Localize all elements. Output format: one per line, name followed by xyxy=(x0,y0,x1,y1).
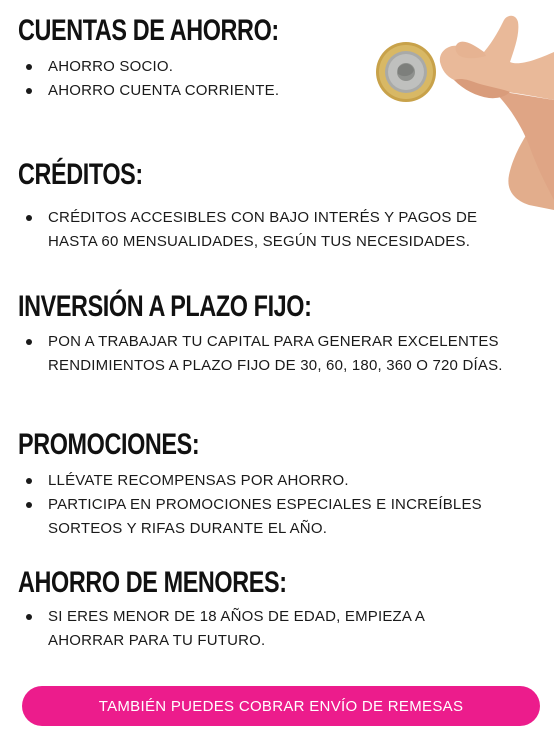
list-item: PARTICIPA EN PROMOCIONES ESPECIALES E INCREÍBLES SORTEOS Y RIFAS DURANTE EL AÑO. xyxy=(18,493,528,541)
item-list xyxy=(18,55,538,103)
list-item: PON A TRABAJAR TU CAPITAL PARA GENERAR EXCELENTES RENDIMIENTOS A PLAZO FIJO DE 30, 60, 180, 360 O 720 DÍAS. xyxy=(18,330,528,378)
item-list xyxy=(18,469,528,541)
section-ahorro-de-menores xyxy=(18,566,538,653)
list-item: LLÉVATE RECOMPENSAS POR AHORRO. xyxy=(18,469,528,493)
list-item: AHORRO CUENTA CORRIENTE. xyxy=(18,79,538,103)
section-heading: INVERSIÓN A PLAZO FIJO: xyxy=(18,290,312,323)
section-heading: PROMOCIONES: xyxy=(18,428,200,461)
cta-label: TAMBIÉN PUEDES COBRAR ENVÍO DE REMESAS xyxy=(98,697,464,715)
section-cuentas-de-ahorro xyxy=(18,14,538,103)
remesas-cta-button[interactable] xyxy=(22,686,540,726)
item-list xyxy=(18,605,458,653)
section-promociones xyxy=(18,428,538,541)
section-creditos xyxy=(18,158,538,254)
section-heading: AHORRO DE MENORES: xyxy=(18,566,287,599)
item-list xyxy=(18,206,528,254)
list-item: CRÉDITOS ACCESIBLES CON BAJO INTERÉS Y PAGOS DE HASTA 60 MENSUALIDADES, SEGÚN TUS NECESIDADES. xyxy=(18,206,528,254)
section-inversion-plazo-fijo xyxy=(18,290,538,378)
item-list xyxy=(18,330,528,378)
section-heading: CUENTAS DE AHORRO: xyxy=(18,14,279,47)
list-item: SI ERES MENOR DE 18 AÑOS DE EDAD, EMPIEZA A AHORRAR PARA TU FUTURO. xyxy=(18,605,458,653)
section-heading: CRÉDITOS: xyxy=(18,158,143,191)
list-item: AHORRO SOCIO. xyxy=(18,55,538,79)
